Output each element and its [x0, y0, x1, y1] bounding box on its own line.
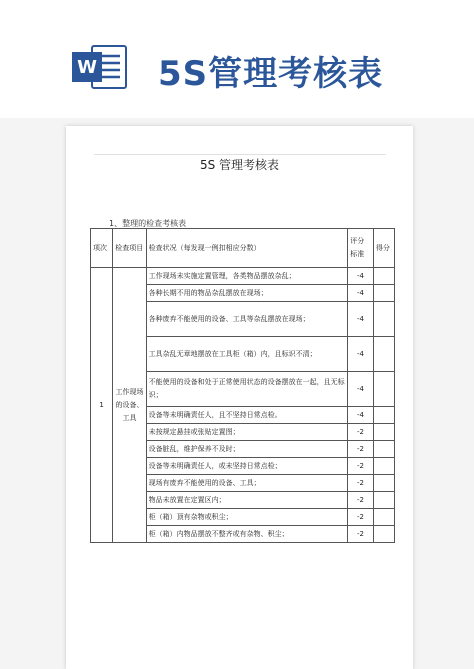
status-cell: 未按规定悬挂或张贴定置图； [146, 424, 348, 441]
score-standard-cell: -4 [348, 407, 374, 424]
score-standard-cell: -2 [348, 509, 374, 526]
score-cell [373, 302, 394, 337]
score-cell [373, 492, 394, 509]
score-standard-cell: -2 [348, 492, 374, 509]
score-cell [373, 424, 394, 441]
status-cell: 柜（箱）内物品摆放不整齐或有杂物、积尘； [146, 526, 348, 543]
group-name: 工作现场的设备、工具 [113, 268, 146, 543]
score-standard-cell: -2 [348, 424, 374, 441]
status-cell: 各种废弃不能使用的设备、工具等杂乱摆放在现场； [146, 302, 348, 337]
status-cell: 设备等未明确责任人，且不坚持日常点检。 [146, 407, 348, 424]
table-header-row [91, 229, 395, 268]
page-title: 5S管理考核表 [158, 54, 384, 94]
group-number: 1 [91, 268, 113, 543]
status-cell: 设备脏乱，维护保养不及时； [146, 441, 348, 458]
score-standard-cell: -4 [348, 285, 374, 302]
score-standard-cell: -4 [348, 268, 374, 285]
score-cell [373, 285, 394, 302]
score-standard-cell: -4 [348, 372, 374, 407]
header-score-standard: 评分标准 [348, 229, 374, 268]
score-cell [373, 337, 394, 372]
score-standard-cell: -4 [348, 302, 374, 337]
score-cell [373, 407, 394, 424]
section-label: 1、整理的检查考核表 [109, 219, 187, 228]
inspection-table [90, 228, 395, 543]
status-cell: 物品未放置在定置区内； [146, 492, 348, 509]
svg-text:W: W [77, 57, 97, 78]
header-score: 得分 [373, 229, 394, 268]
header-item-no: 项次 [91, 229, 113, 268]
header-banner [0, 0, 474, 118]
score-standard-cell: -2 [348, 458, 374, 475]
document-page [66, 126, 413, 669]
score-cell [373, 509, 394, 526]
divider [94, 154, 386, 155]
status-cell: 柜（箱）顶有杂物或积尘； [146, 509, 348, 526]
word-document-icon [70, 42, 130, 92]
score-cell [373, 372, 394, 407]
status-cell: 设备等未明确责任人，或未坚持日常点检； [146, 458, 348, 475]
score-cell [373, 441, 394, 458]
header-check-item: 检查项目 [113, 229, 146, 268]
score-standard-cell: -2 [348, 475, 374, 492]
status-cell: 各种长期不用的物品杂乱摆放在现场； [146, 285, 348, 302]
status-cell: 工具杂乱无章地摆放在工具柜（箱）内，且标识不清； [146, 337, 348, 372]
score-standard-cell: -4 [348, 337, 374, 372]
header-status: 检查状况（每发现一例扣相应分数） [146, 229, 348, 268]
status-cell: 工作现场未实施定置管理，各类物品摆放杂乱； [146, 268, 348, 285]
table-row [91, 268, 395, 285]
score-standard-cell: -2 [348, 526, 374, 543]
status-cell: 现场有废弃不能使用的设备、工具； [146, 475, 348, 492]
document-title: 5S 管理考核表 [199, 158, 280, 172]
score-cell [373, 526, 394, 543]
status-cell: 不能使用的设备和处于正常使用状态的设备摆放在一起，且无标识； [146, 372, 348, 407]
score-cell [373, 268, 394, 285]
score-standard-cell: -2 [348, 441, 374, 458]
score-cell [373, 475, 394, 492]
score-cell [373, 458, 394, 475]
